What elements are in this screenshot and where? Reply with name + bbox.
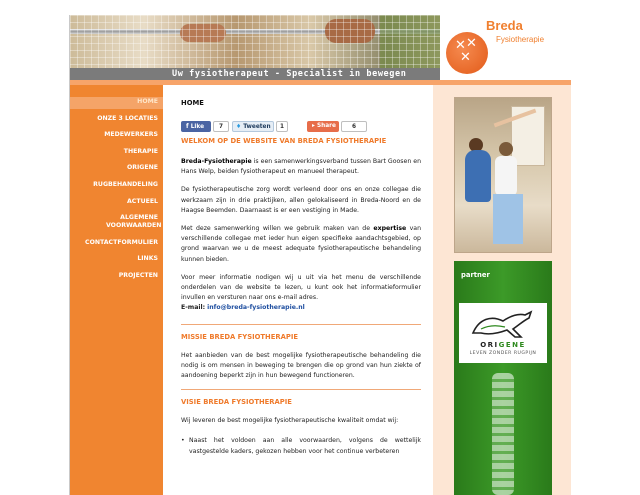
- visie-paragraph: Wij leveren de best mogelijke fysiotherapeutische kwaliteit omdat wij:: [181, 417, 399, 425]
- kangaroo-icon: [469, 309, 535, 339]
- email-link[interactable]: info@breda-fysiotherapie.nl: [207, 304, 305, 312]
- logo-emblem-icon: ✕ ✕ ✕: [446, 32, 488, 74]
- header-tagline: Uw fysiotherapeut - Specialist in bewegen: [172, 69, 407, 79]
- facebook-icon: f: [186, 123, 191, 130]
- sidebar-item-origene[interactable]: ORIGENE: [126, 164, 158, 172]
- sidebar-item-links[interactable]: LINKS: [137, 255, 158, 263]
- origene-brand: ORIGENE: [480, 341, 526, 349]
- partner-label: partner: [461, 271, 490, 279]
- right-column: [433, 85, 571, 495]
- main-menu: [85, 98, 162, 289]
- missie-heading: MISSIE BREDA FYSIOTHERAPIE: [181, 332, 299, 341]
- twitter-bird-icon: ♦: [236, 124, 244, 130]
- sidebar-item-therapie[interactable]: THERAPIE: [123, 147, 158, 155]
- tweet-button[interactable]: ♦ Tweeten: [232, 121, 274, 132]
- site-header: [70, 15, 571, 80]
- spine-graphic: [492, 373, 514, 495]
- like-count: 7: [213, 121, 229, 132]
- origene-logo: [459, 303, 547, 363]
- expertise-paragraph: Met deze samenwerking willen we gebruik maken van de expertise van verschillende collegae met ieder hun eigen specifieke aandachtsgebied, op grond waarvan we u de meest adequate fysiotherapeutische behandeling kunnen bieden.: [181, 225, 421, 263]
- sidebar-item-locaties[interactable]: ONZE 3 LOCATIES: [97, 114, 158, 122]
- sidebar-item-medewerkers[interactable]: MEDEWERKERS: [104, 131, 158, 139]
- sidebar-item-projecten[interactable]: PROJECTEN: [118, 272, 158, 280]
- email-line: E-mail: info@breda-fysiotherapie.nl: [181, 304, 305, 312]
- tweet-count: 1: [276, 121, 288, 132]
- info-paragraph: Voor meer informatie nodigen wij u uit via het menu de verschillende onderdelen van de website te lezen, u kunt ook het informatieformulier invullen en versturen naar ons e-mail adres.: [181, 273, 421, 302]
- section-divider: [181, 324, 421, 325]
- page-title: HOME: [181, 99, 204, 107]
- share-button[interactable]: ▸ Share: [307, 121, 339, 132]
- facebook-like-button[interactable]: f Like: [181, 121, 211, 132]
- header-banner-photo: [70, 15, 440, 68]
- sidebar-item-actueel[interactable]: ACTUEEL: [127, 197, 158, 205]
- share-count: 6: [341, 121, 367, 132]
- welcome-heading: WELKOM OP DE WEBSITE VAN BREDA FYSIOTHERAPIE: [181, 137, 387, 145]
- site-logo[interactable]: [440, 15, 571, 80]
- locations-paragraph: De fysiotherapeutische zorg wordt verleend door ons en onze collegae die werkzaam zijn in drie praktijken, allen gelokaliseerd in Breda-Noord en de Haagse Beemden. Daarnaast is er een vestiging in Made.: [181, 186, 421, 214]
- missie-paragraph: Het aanbieden van de best mogelijke fysiotherapeutische behandeling die nodig is om mensen in beweging te brengen die op grond van hun ziekte of aandoening beperkt zijn in hun bewegend functioneren.: [181, 351, 421, 380]
- logo-subtitle: Fysiotherapie: [496, 35, 545, 44]
- sidebar-item-algemene-voorwaarden[interactable]: ALGEMENE VOORWAARDEN: [106, 214, 162, 230]
- main-content: [163, 85, 433, 495]
- list-item: • Naast het voldoen aan alle voorwaarden, volgens de wettelijk vastgestelde kaders, gekozen hebben voor het continue verbeteren: [181, 436, 421, 456]
- sidebar-item-contactformulier[interactable]: CONTACTFORMULIER: [85, 238, 158, 246]
- therapy-photo: [454, 97, 552, 253]
- share-icon: ▸: [312, 123, 317, 129]
- page-container: [69, 15, 570, 495]
- intro-paragraph: Breda-Fysiotherapie is een samenwerkingsverband tussen Bart Goosen en Hans Welp, beiden fysiotherapeut en manueel therapeut.: [181, 158, 421, 176]
- visie-heading: VISIE BREDA FYSIOTHERAPIE: [181, 398, 292, 407]
- partner-banner[interactable]: [454, 261, 552, 495]
- sidebar-nav: [70, 85, 163, 495]
- section-divider: [181, 389, 421, 390]
- sidebar-item-rugbehandeling[interactable]: RUGBEHANDELING: [93, 180, 158, 188]
- logo-name: Breda: [486, 18, 523, 33]
- sidebar-item-home[interactable]: HOME: [137, 98, 158, 105]
- origene-tagline: LEVEN ZONDER RUGPIJN: [469, 351, 537, 356]
- social-share-bar: [181, 115, 421, 137]
- visie-list: [181, 436, 421, 456]
